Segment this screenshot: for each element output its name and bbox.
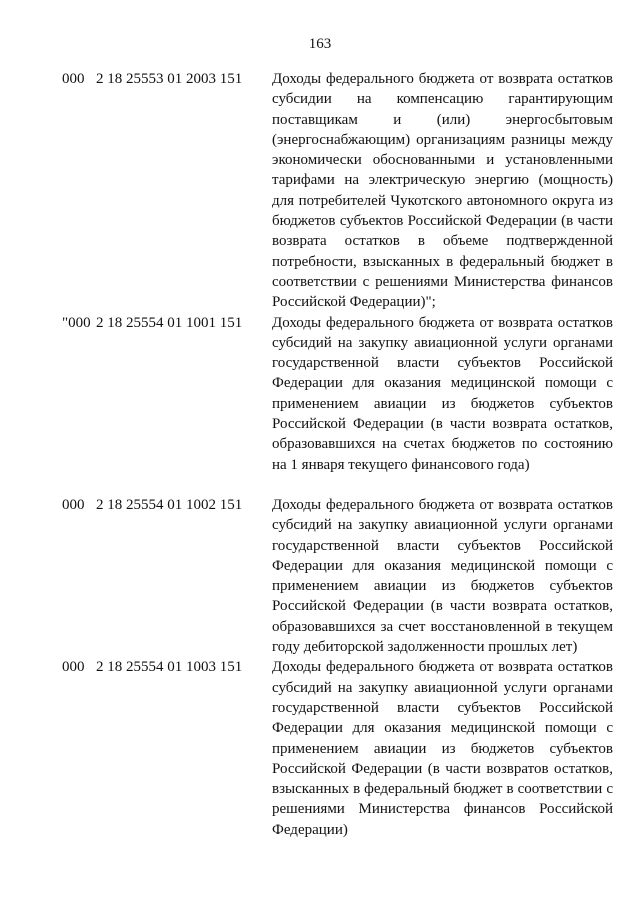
table-row xyxy=(62,657,614,840)
income-description: Доходы федерального бюджета от возврата остатков субсидий на закупку авиационной услуги органами государственной власти субъектов Российской Федерации для оказания медицинской помощи с применением авиации из бюджетов субъектов Российской Федерации (в части возврата остатков, образовавшихся за счет восстановленной в текущем году дебиторской задолженности прошлых лет) xyxy=(272,496,613,656)
admin-code: 000 xyxy=(62,71,85,87)
budget-classification-code: 2 18 25553 01 2003 151 xyxy=(96,71,243,87)
table-row xyxy=(62,313,614,475)
income-description: Доходы федерального бюджета от возврата остатков субсидии на компенсацию гарантирующим поставщикам и (или) энергосбытовым (энергоснабжающим) организациям разницы между экономически обоснованными и установленными тарифами на электрическую энергию (мощность) для потребителей Чукотского автономного округа из бюджетов субъектов Российской Федерации (в части возврата остатков в объеме подтвержденной потребности, взысканных в федеральный бюджет в соответствии с решениями Министерства финансов Российской Федерации)"; xyxy=(272,71,613,311)
table-row xyxy=(62,69,614,313)
table-row xyxy=(62,495,614,657)
budget-classification-code: 2 18 25554 01 1002 151 xyxy=(96,496,243,513)
budget-classification-code: 2 18 25554 01 1001 151 xyxy=(96,314,243,331)
admin-code: 000 xyxy=(62,496,85,513)
admin-code: "000 xyxy=(62,314,91,331)
page-number: 163 xyxy=(308,36,332,52)
budget-code-table xyxy=(62,69,614,840)
income-description: Доходы федерального бюджета от возврата остатков субсидий на закупку авиационной услуги органами государственной власти субъектов Российской Федерации для оказания медицинской помощи с применением авиации из бюджетов субъектов Российской Федерации (в части возврата остатков, образовавшихся на счетах бюджетов по состоянию на 1 января текущего финансового года) xyxy=(272,314,613,473)
admin-code: 000 xyxy=(62,659,85,676)
budget-classification-code: 2 18 25554 01 1003 151 xyxy=(96,659,243,676)
income-description: Доходы федерального бюджета от возврата остатков субсидий на закупку авиационной услуги органами государственной власти субъектов Российской Федерации для оказания медицинской помощи с применением авиации из бюджетов субъектов Российской Федерации (в части возвратов остатков, взысканных в федеральный бюджет в соответствии с решениями Министерства финансов Российской Федерации) xyxy=(272,659,613,838)
